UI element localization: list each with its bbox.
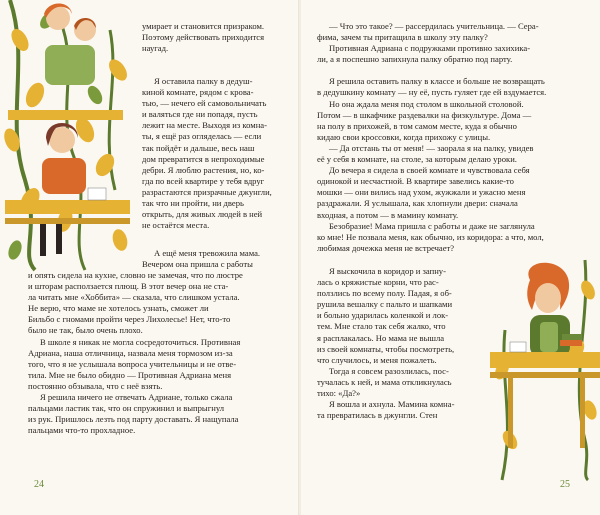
text-line: пальцами что-то прохладное. (28, 425, 136, 436)
text-line: так что ни пройти, ни дверь (142, 198, 244, 209)
text-line: Я выскочила в коридор и запну- (329, 266, 446, 276)
text-line: До вечера я сидела в своей комнате и чувствовала себя (329, 165, 530, 176)
text-line: рушила вешалку с пальто и шапками (317, 299, 453, 310)
text-line: ли, а я поспешно запихнула палку обратно под парту. (317, 54, 513, 65)
text-line: кидаю свои кроссовки, когда прихожу с улицы. (317, 131, 491, 142)
text-line: гда по всей квартире у тебя вдруг (142, 175, 265, 186)
text-line: тихо: «Да?» (317, 388, 361, 399)
text-line: и больно ударилась коленкой и лок- (317, 310, 449, 321)
text-line: и валяться где ни попадя, пусть (142, 109, 258, 120)
text-line: В школе я никак не могла сосредоточиться. Противная (40, 336, 241, 347)
left-narrow-text-2 (142, 76, 279, 231)
right-full-text (317, 21, 579, 254)
text-line: Безобразие! Мама пришла с работы и даже не заглянула (329, 220, 535, 231)
text-line: не остаётся места. (142, 220, 210, 231)
left-narrow-text-3 (142, 248, 279, 270)
text-line: и шторам расползается плющ. В этот вечер она не ста- (28, 281, 229, 292)
text-line: Но она ждала меня под столом в школьной столовой. (329, 98, 524, 109)
text-line: Адриана, наша отличница, назвала меня тормозом из-за (28, 347, 233, 358)
text-line: ла читать мне «Хоббита» — сказала, что слишком устала. (28, 292, 240, 303)
text-line: наугад. (142, 43, 169, 54)
text-line: входная, а потом — в мамину комнату. (317, 209, 459, 220)
text-line: из рук. Пришлось лезть под парту доставать. Я нащупала (28, 414, 239, 425)
text-line: дом превратится в непроходимые (142, 153, 265, 164)
text-line: ползлись по всему полу. Падая, я об- (317, 288, 452, 299)
text-line: разрастаются призрачные джунгли, (142, 186, 272, 197)
text-line: Противная Адриана с подружками противно захихика- (329, 43, 531, 54)
text-line: постоянно обзывала, что с неё взять. (28, 380, 163, 391)
text-line: тучалась к ней, и мама откликнулась (317, 376, 452, 387)
left-page (0, 0, 299, 515)
text-line: на полу в прихожей, в том самом месте, куда я обычно (317, 120, 517, 131)
text-line: Не верю, что маме не хотелось узнать, сможет ли (28, 303, 209, 314)
text-line: тем. Мне стало так себя жалко, что (317, 321, 446, 332)
text-line: из своей комнаты, чтобы посмотреть, (317, 343, 455, 354)
text-line: её у себя в комнате, на столе, за которым делаю уроки. (317, 154, 517, 165)
text-line: так пойдёт и дальше, весь наш (142, 142, 255, 153)
text-line: Я оставила палку в дедуш- (154, 76, 253, 86)
right-page (301, 0, 600, 515)
text-line: ты, я ещё раз огляделась — если (142, 131, 262, 142)
text-line: ко мне! Не позвала меня, как обычно, из коридора: а что, мол, (317, 231, 544, 242)
right-narrow-text (317, 266, 485, 421)
text-line: открыть, для живых людей в ней (142, 209, 263, 220)
text-line: Я решила ничего не отвечать Адриане, только сжала (40, 392, 233, 403)
text-line: Я вошла и ахнула. Мамина комна- (329, 399, 455, 410)
text-line: та превратилась в джунгли. Стен (317, 410, 438, 421)
text-line: одинокой и несчастной. В квартире завелись какие-то (317, 176, 514, 187)
text-line: я расплакалась. Но мама не вышла (317, 332, 445, 343)
text-line: Бильбо с гномами пройти через Лихолесье! Нет, что-то (28, 314, 231, 325)
text-line: любимая дочежка меня не встречает? (317, 242, 455, 253)
text-line: того, что я не услышала вопроса учительницы и не отве- (28, 358, 237, 369)
text-line: раздражали. Я услышала, как хлопнули двери: сначала (317, 198, 518, 209)
text-line: — Да отстань ты от меня! — заорала я на палку, увидев (329, 142, 534, 153)
text-line: Поэтому действовать приходится (142, 32, 265, 43)
text-line: было не так, было очень плохо. (28, 325, 143, 336)
text-line: умирает и становится призраком. (142, 21, 265, 31)
text-line: Потом — в шкафчике раздевалки на физкультуре. Дома — (317, 109, 532, 120)
text-line: лежит на месте. Выходя из комна- (142, 120, 267, 131)
text-line: дебри. Я люблю растения, но, ко- (142, 164, 265, 175)
left-full-text (28, 270, 279, 436)
text-line: тила. Мне не было обидно — Противная Адриана меня (28, 369, 232, 380)
text-line: что случилось, и меня пожалеть. (317, 354, 437, 365)
text-line: лась о кряжистые корни, что рас- (317, 277, 439, 288)
text-line: фима, зачем ты притащила в школу эту палку? (317, 32, 488, 43)
text-line: мошки — они вились над ухом, жужжали и ужасно меня (317, 187, 526, 198)
text-line: и опять сидела на кухне, словно не замечая, что по люстре (28, 270, 243, 280)
text-line: Я решила оставить палку в классе и больше не возвращать (329, 76, 545, 87)
page-number-left: 24 (34, 479, 44, 490)
left-narrow-text-1 (142, 21, 279, 54)
text-line: Тогда я совсем разозлилась, пос- (329, 365, 449, 376)
text-line: киной комнате, рядом с крова- (142, 87, 254, 98)
text-line: Вечером она пришла с работы (142, 259, 253, 270)
text-line: пальцами ластик так, что он спружинил и выпрыгнул (28, 403, 225, 414)
text-line: — Что это такое? — рассердилась учительница. — Сера- (329, 21, 539, 31)
right-illustration (490, 260, 600, 480)
page-number-right: 25 (560, 479, 570, 490)
text-line: в дедушкину комнату — ну её, пусть гуляет где ей вздумается. (317, 87, 547, 98)
text-line: тью, — нечего ей самовольничать (142, 98, 267, 109)
text-line: А ещё меня тревожила мама. (154, 248, 261, 258)
left-illustration (0, 0, 140, 270)
